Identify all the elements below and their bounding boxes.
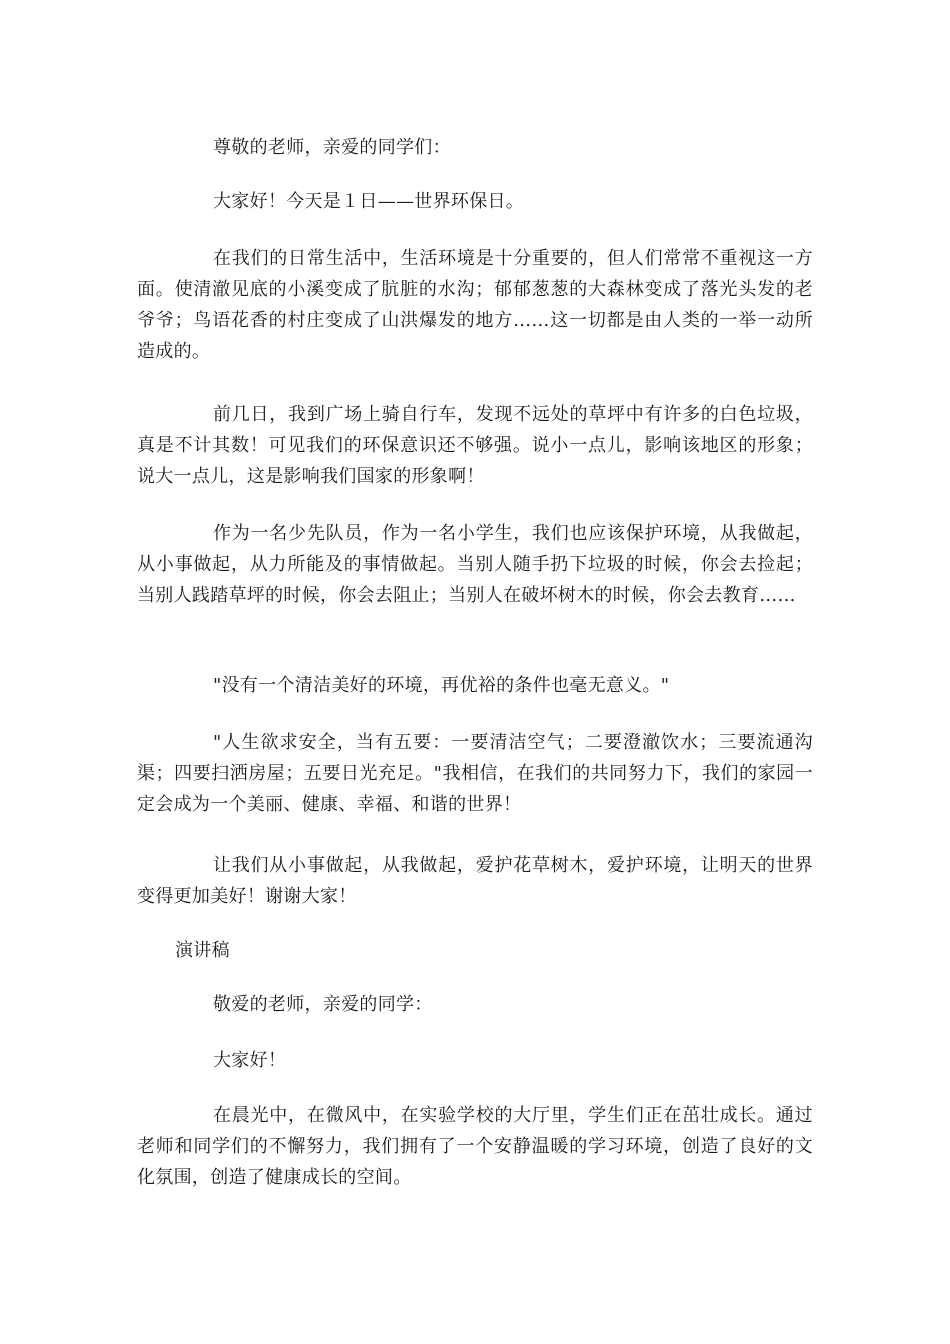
speech1-paragraph-2: 前几日，我到广场上骑自行车，发现不远处的草坪中有许多的白色垃圾，真是不计其数！可见我们的环保意识还不够强。说小一点儿，影响该地区的形象；说大一点儿，这是影响我们国家的形象啊！ <box>137 404 813 487</box>
speech1-quote-1: "没有一个清洁美好的环境，再优裕的条件也毫无意义。" <box>213 675 670 696</box>
speech1-paragraph-1: 在我们的日常生活中，生活环境是十分重要的，但人们常常不重视这一方面。使清澈见底的小溪变成了肮脏的水沟；郁郁葱葱的大森林变成了落光头发的老爷爷；鸟语花香的村庄变成了山洪爆发的地方……这一切都是由人类的一举一动所造成的。 <box>137 248 813 362</box>
speech1-greeting: 尊敬的老师，亲爱的同学们： <box>213 137 451 158</box>
speech1-hello: 大家好！今天是１日——世界环保日。 <box>213 191 525 212</box>
speech2-hello: 大家好！ <box>213 1050 287 1071</box>
speech1-closing: 让我们从小事做起，从我做起，爱护花草树木，爱护环境，让明天的世界变得更加美好！谢谢大家！ <box>137 855 813 907</box>
speech2-paragraph-1: 在晨光中，在微风中，在实验学校的大厅里，学生们正在茁壮成长。通过老师和同学们的不懈努力，我们拥有了一个安静温暖的学习环境，创造了良好的文化氛围，创造了健康成长的空间。 <box>137 1105 813 1188</box>
speech2-greeting: 敬爱的老师，亲爱的同学： <box>213 994 433 1015</box>
speech2-title: 演讲稿 <box>175 940 230 961</box>
speech1-paragraph-3: 作为一名少先队员，作为一名小学生，我们也应该保护环境，从我做起，从小事做起，从力所能及的事情做起。当别人随手扔下垃圾的时候，你会去捡起；当别人践踏草坪的时候，你会去阻止；当别人在破坏树木的时候，你会去教育…… <box>137 523 813 606</box>
speech1-quote-2: "人生欲求安全，当有五要：一要清洁空气；二要澄澈饮水；三要流通沟渠；四要扫洒房屋；五要日光充足。"我相信，在我们的共同努力下，我们的家园一定会成为一个美丽、健康、幸福、和谐的世界！ <box>137 732 813 815</box>
